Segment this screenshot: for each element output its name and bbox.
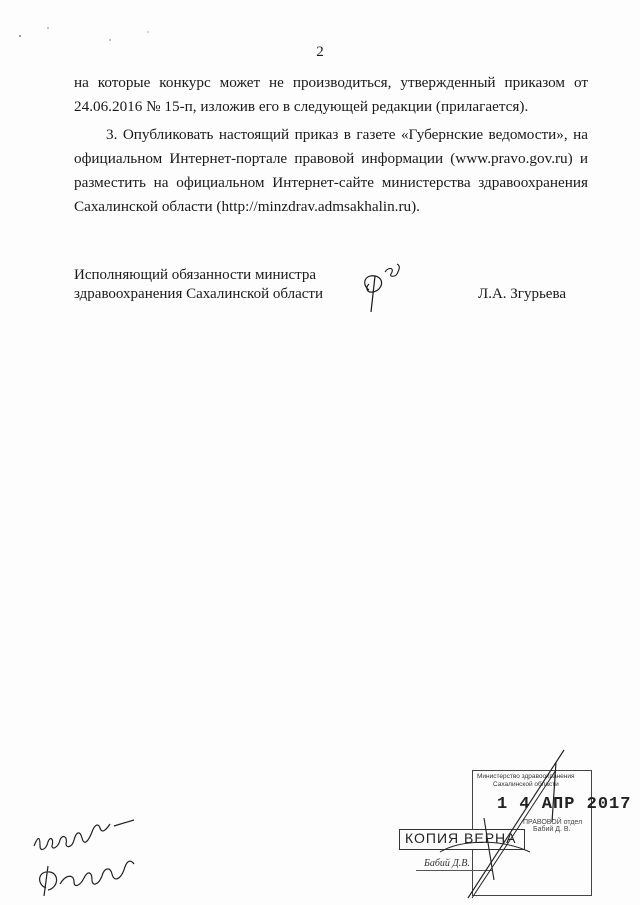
paragraph-line: на которые конкурс может не производиться, утвержденный приказом от [74,74,588,91]
signatory-position-line: Исполняющий обязанности министра [74,267,317,283]
copy-verified-label: КОПИЯ ВЕРНА [405,830,517,846]
scan-specks [18,24,158,44]
certification-stamp [380,740,632,900]
handwritten-signature [359,260,409,316]
paragraph-continuation [74,71,588,119]
stamp-signatory-name: Бабий Д.В. [424,858,470,869]
signatory-position-line: здравоохранения Сахалинской области [74,286,323,302]
signatory-position [74,266,323,304]
page-number: 2 [316,44,324,60]
stamp-org-line: Сахалинской области [493,781,559,788]
paragraph-line: 24.06.2016 № 15-п, изложив его в следующей редакции (прилагается). [74,98,529,115]
paragraph-line: официальном Интернет-портале правовой информации (www.pravo.gov.ru) и [74,150,588,167]
paragraph-line: 3. Опубликовать настоящий приказ в газете «Губернские ведомости», на [106,126,588,143]
paragraph-publication [74,123,588,219]
signatory-name: Л.А. Згурьева [478,286,566,302]
signature-block [74,266,588,326]
paragraph-line: Сахалинской области (http://minzdrav.admsakhalin.ru). [74,198,420,215]
stamp-date: 1 4 АПР 2017 [497,795,632,814]
stamp-org-line: Министерство здравоохранения [477,773,575,780]
paragraph-line: разместить на официальном Интернет-сайте министерства здравоохранения [74,174,588,191]
stamp-signature-strokes [380,740,600,900]
stamp-role-line: ПРАВОВОЙ отдел [523,819,583,826]
handwritten-approval-note [30,806,150,898]
stamp-role-line: Бабий Д. В. [533,826,571,833]
